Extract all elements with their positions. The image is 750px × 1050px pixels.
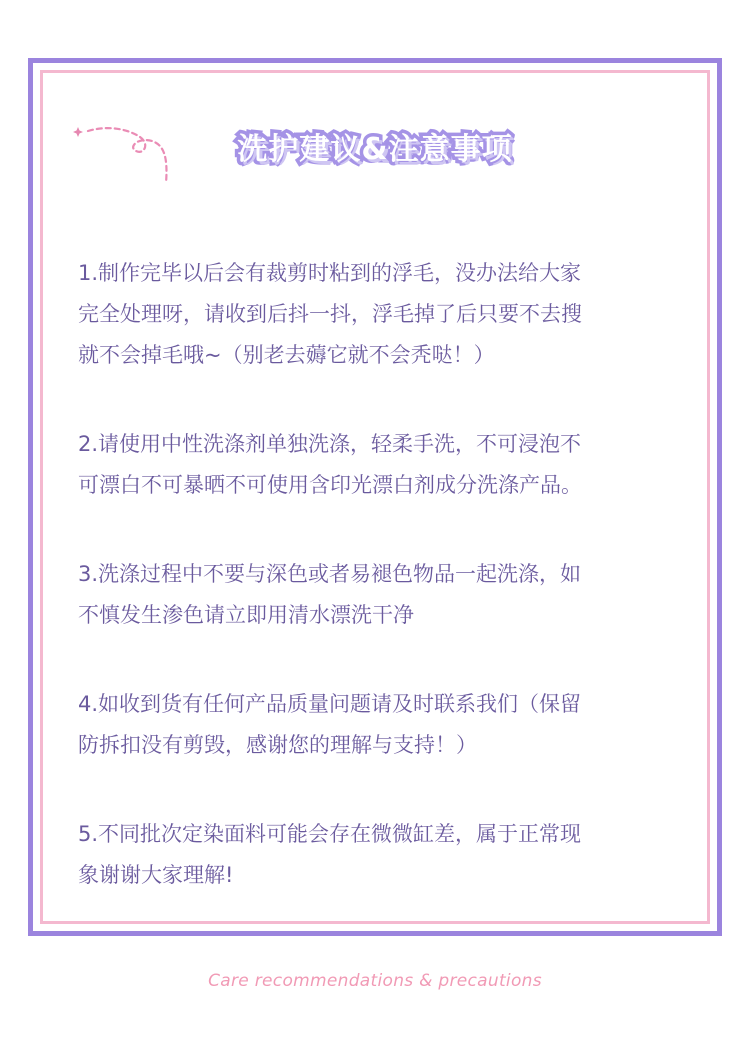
instruction-item-1: 1.制作完毕以后会有裁剪时粘到的浮毛，没办法给大家 完全处理呀，请收到后抖一抖，浮毛掉了后只要不去搜 就不会掉毛哦~（别老去薅它就不会秃哒！） [78, 261, 582, 367]
footer-caption: Care recommendations & precautions [208, 971, 542, 991]
instruction-item-2: 2.请使用中性洗涤剂单独洗涤，轻柔手洗，不可浸泡不 可漂白不可暴晒不可使用含印光漂白剂成分洗涤产品。 [78, 432, 582, 497]
instruction-item-3: 3.洗涤过程中不要与深色或者易褪色物品一起洗涤，如 不慎发生渗色请立即用清水漂洗干净 [78, 562, 582, 627]
instruction-item-5: 5.不同批次定染面料可能会存在微微缸差，属于正常现 象谢谢大家理解! [78, 822, 582, 887]
instruction-item-4: 4.如收到货有任何产品质量问题请及时联系我们（保留 防拆扣没有剪毁，感谢您的理解与支持！） [78, 692, 582, 757]
page-title: 洗护建议&注意事项 [237, 132, 513, 167]
care-instructions-list [78, 253, 678, 944]
